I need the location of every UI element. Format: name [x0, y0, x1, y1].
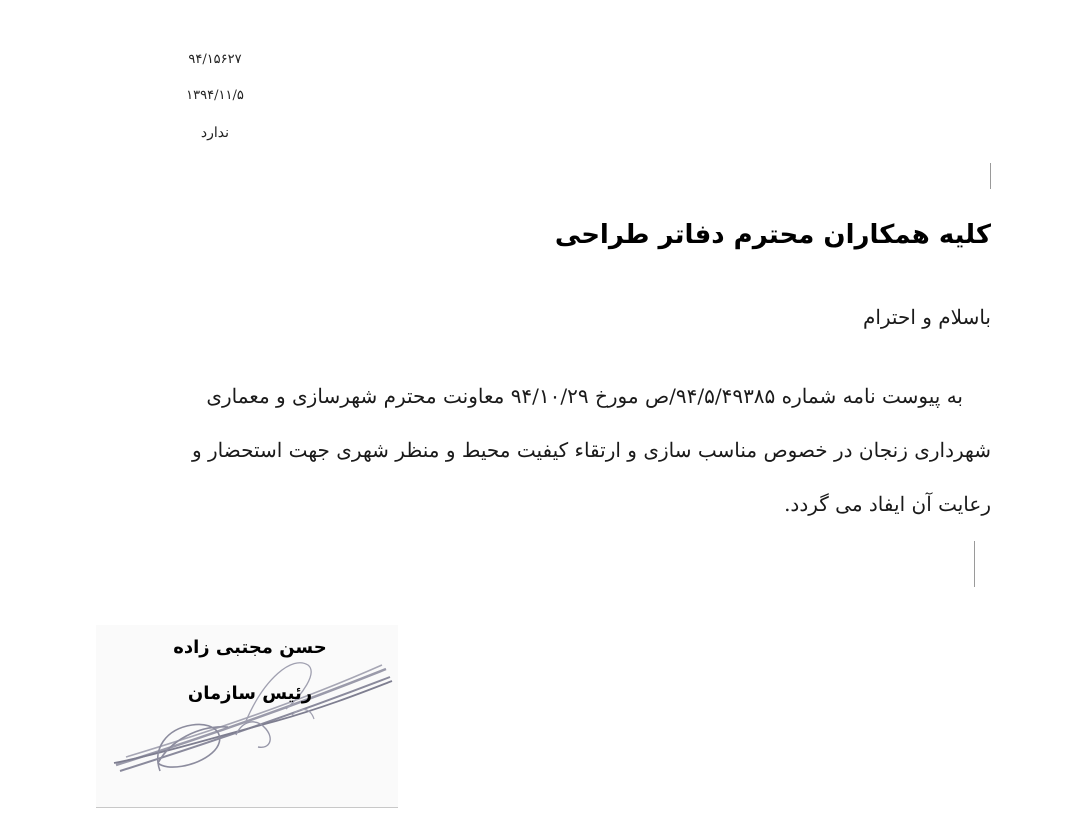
body-line: شهرداری زنجان در خصوص مناسب سازی و ارتقاء کیفیت محیط و منظر شهری جهت استحضار و [191, 438, 991, 462]
signer-title: رئیس سازمان [187, 683, 313, 704]
margin-bar-top [990, 163, 991, 189]
signer-name: حسن مجتبی زاده [173, 637, 327, 658]
body-line: به پیوست نامه شماره ۹۴/۵/۴۹۳۸۵/ص مورخ ۹۴/۱۰/۲۹ معاونت محترم شهرسازی و معماری [206, 384, 963, 408]
body-line: رعایت آن ایفاد می گردد. [784, 492, 991, 516]
letter-body [131, 369, 991, 531]
greeting-line: باسلام و احترام [862, 305, 991, 329]
margin-bar-middle [974, 541, 975, 587]
letter-date: ۱۳۹۴/۱۱/۵ [186, 88, 244, 103]
reference-number: ۹۴/۱۵۶۲۷ [188, 52, 242, 67]
attachment-status: ندارد [200, 125, 230, 141]
addressee-heading: کلیه همکاران محترم دفاتر طراحی [554, 220, 991, 250]
signature-block [96, 625, 398, 808]
